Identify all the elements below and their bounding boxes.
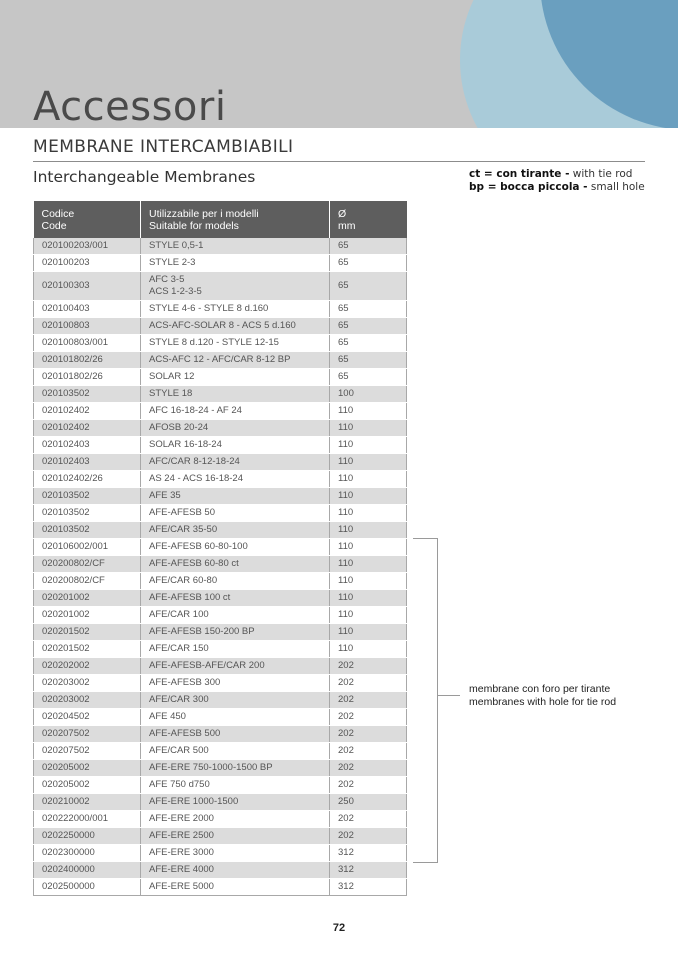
cell-models: AFE/CAR 35-50 bbox=[141, 522, 330, 539]
cell-models: AFE/CAR 300 bbox=[141, 692, 330, 709]
cell-code: 020202002 bbox=[34, 658, 141, 675]
cell-code: 020207502 bbox=[34, 726, 141, 743]
header-diameter: Ø mm bbox=[330, 201, 407, 238]
header-code: Codice Code bbox=[34, 201, 141, 238]
cell-models: AFE-AFESB 150-200 BP bbox=[141, 624, 330, 641]
cell-models: STYLE 18 bbox=[141, 386, 330, 403]
cell-code: 020205002 bbox=[34, 777, 141, 794]
table-row bbox=[34, 658, 407, 675]
page-title: Accessori bbox=[33, 84, 227, 130]
cell-diameter: 312 bbox=[330, 845, 407, 862]
table-row bbox=[34, 590, 407, 607]
cell-models: STYLE 0,5-1 bbox=[141, 238, 330, 255]
cell-diameter: 202 bbox=[330, 709, 407, 726]
cell-models: AFE 450 bbox=[141, 709, 330, 726]
table-row bbox=[34, 709, 407, 726]
cell-code: 020200802/CF bbox=[34, 556, 141, 573]
cell-code: 020201502 bbox=[34, 624, 141, 641]
cell-diameter: 110 bbox=[330, 522, 407, 539]
cell-code: 020100303 bbox=[34, 272, 141, 301]
cell-diameter: 100 bbox=[330, 386, 407, 403]
cell-diameter: 65 bbox=[330, 301, 407, 318]
cell-models: AFE-ERE 5000 bbox=[141, 879, 330, 896]
table-row bbox=[34, 238, 407, 255]
cell-models: AFE-ERE 4000 bbox=[141, 862, 330, 879]
membranes-table bbox=[33, 201, 407, 896]
cell-models: AFE-ERE 2500 bbox=[141, 828, 330, 845]
cell-code: 020200802/CF bbox=[34, 573, 141, 590]
cell-models: AFE-ERE 1000-1500 bbox=[141, 794, 330, 811]
table-row bbox=[34, 522, 407, 539]
cell-diameter: 110 bbox=[330, 505, 407, 522]
cell-models: AFC/CAR 8-12-18-24 bbox=[141, 454, 330, 471]
cell-diameter: 110 bbox=[330, 556, 407, 573]
cell-code: 020100403 bbox=[34, 301, 141, 318]
cell-models: AFE 35 bbox=[141, 488, 330, 505]
cell-code: 020102403 bbox=[34, 454, 141, 471]
cell-code: 020103502 bbox=[34, 488, 141, 505]
table-row bbox=[34, 420, 407, 437]
table-row bbox=[34, 255, 407, 272]
cell-diameter: 312 bbox=[330, 862, 407, 879]
cell-models: STYLE 8 d.120 - STYLE 12-15 bbox=[141, 335, 330, 352]
table-row bbox=[34, 318, 407, 335]
cell-code: 020210002 bbox=[34, 794, 141, 811]
cell-diameter: 110 bbox=[330, 539, 407, 556]
table-row bbox=[34, 437, 407, 454]
cell-code: 020207502 bbox=[34, 743, 141, 760]
table-row bbox=[34, 811, 407, 828]
cell-diameter: 110 bbox=[330, 607, 407, 624]
cell-code: 020100803/001 bbox=[34, 335, 141, 352]
cell-models: STYLE 4-6 - STYLE 8 d.160 bbox=[141, 301, 330, 318]
title-divider bbox=[33, 161, 645, 162]
cell-diameter: 65 bbox=[330, 369, 407, 386]
cell-models: AFE/CAR 150 bbox=[141, 641, 330, 658]
table-row bbox=[34, 573, 407, 590]
cell-diameter: 110 bbox=[330, 488, 407, 505]
cell-code: 020204502 bbox=[34, 709, 141, 726]
table-row bbox=[34, 454, 407, 471]
cell-models: AS 24 - ACS 16-18-24 bbox=[141, 471, 330, 488]
cell-diameter: 65 bbox=[330, 238, 407, 255]
table-row bbox=[34, 760, 407, 777]
table-row bbox=[34, 607, 407, 624]
cell-diameter: 65 bbox=[330, 272, 407, 301]
cell-models: AFC 3-5 ACS 1-2-3-5 bbox=[141, 272, 330, 301]
cell-code: 020201502 bbox=[34, 641, 141, 658]
table-row bbox=[34, 641, 407, 658]
cell-models: AFC 16-18-24 - AF 24 bbox=[141, 403, 330, 420]
cell-code: 020101802/26 bbox=[34, 352, 141, 369]
table-row bbox=[34, 272, 407, 301]
table-row bbox=[34, 369, 407, 386]
cell-code: 020102403 bbox=[34, 437, 141, 454]
table-row bbox=[34, 862, 407, 879]
tie-rod-note: membrane con foro per tirante membranes with hole for tie rod bbox=[469, 683, 617, 708]
cell-diameter: 65 bbox=[330, 335, 407, 352]
table-row bbox=[34, 743, 407, 760]
legend-ct: ct = con tirante - with tie rod bbox=[469, 168, 633, 180]
cell-diameter: 110 bbox=[330, 454, 407, 471]
table-row bbox=[34, 777, 407, 794]
cell-models: AFE/CAR 500 bbox=[141, 743, 330, 760]
cell-diameter: 65 bbox=[330, 255, 407, 272]
cell-diameter: 202 bbox=[330, 777, 407, 794]
cell-models: SOLAR 12 bbox=[141, 369, 330, 386]
cell-code: 0202250000 bbox=[34, 828, 141, 845]
cell-models: AFE-AFESB 100 ct bbox=[141, 590, 330, 607]
section-title: MEMBRANE INTERCAMBIABILI bbox=[33, 137, 294, 157]
cell-code: 020100203 bbox=[34, 255, 141, 272]
cell-code: 020106002/001 bbox=[34, 539, 141, 556]
cell-diameter: 202 bbox=[330, 828, 407, 845]
cell-models: AFOSB 20-24 bbox=[141, 420, 330, 437]
table-row bbox=[34, 828, 407, 845]
legend-bp: bp = bocca piccola - small hole bbox=[469, 181, 645, 193]
cell-code: 020103502 bbox=[34, 505, 141, 522]
cell-models: AFE-AFESB 60-80 ct bbox=[141, 556, 330, 573]
cell-code: 020205002 bbox=[34, 760, 141, 777]
cell-models: AFE-ERE 2000 bbox=[141, 811, 330, 828]
cell-models: AFE-AFESB 50 bbox=[141, 505, 330, 522]
bracket-pointer bbox=[438, 695, 460, 696]
cell-diameter: 202 bbox=[330, 658, 407, 675]
cell-diameter: 110 bbox=[330, 624, 407, 641]
table-row bbox=[34, 471, 407, 488]
cell-models: STYLE 2-3 bbox=[141, 255, 330, 272]
cell-diameter: 110 bbox=[330, 403, 407, 420]
cell-models: AFE-ERE 3000 bbox=[141, 845, 330, 862]
cell-diameter: 202 bbox=[330, 692, 407, 709]
cell-code: 020222000/001 bbox=[34, 811, 141, 828]
cell-diameter: 110 bbox=[330, 641, 407, 658]
cell-diameter: 110 bbox=[330, 437, 407, 454]
cell-code: 020102402 bbox=[34, 403, 141, 420]
cell-models: AFE/CAR 100 bbox=[141, 607, 330, 624]
cell-models: AFE-ERE 750-1000-1500 BP bbox=[141, 760, 330, 777]
cell-code: 020201002 bbox=[34, 590, 141, 607]
cell-code: 0202300000 bbox=[34, 845, 141, 862]
cell-diameter: 110 bbox=[330, 573, 407, 590]
cell-code: 020103502 bbox=[34, 522, 141, 539]
cell-diameter: 202 bbox=[330, 675, 407, 692]
cell-diameter: 110 bbox=[330, 471, 407, 488]
table-row bbox=[34, 624, 407, 641]
cell-code: 020100803 bbox=[34, 318, 141, 335]
table-row bbox=[34, 301, 407, 318]
table-row bbox=[34, 505, 407, 522]
cell-code: 020101802/26 bbox=[34, 369, 141, 386]
table-row bbox=[34, 726, 407, 743]
table-row bbox=[34, 675, 407, 692]
cell-diameter: 202 bbox=[330, 760, 407, 777]
cell-diameter: 65 bbox=[330, 318, 407, 335]
table-row bbox=[34, 403, 407, 420]
cell-models: SOLAR 16-18-24 bbox=[141, 437, 330, 454]
cell-diameter: 250 bbox=[330, 794, 407, 811]
table-row bbox=[34, 488, 407, 505]
table-row bbox=[34, 539, 407, 556]
header-models: Utilizzabile per i modelli Suitable for models bbox=[141, 201, 330, 238]
cell-code: 0202400000 bbox=[34, 862, 141, 879]
table-row bbox=[34, 794, 407, 811]
abbreviation-legend bbox=[469, 168, 645, 194]
cell-diameter: 110 bbox=[330, 590, 407, 607]
cell-code: 020103502 bbox=[34, 386, 141, 403]
cell-diameter: 312 bbox=[330, 879, 407, 896]
cell-models: AFE-AFESB 60-80-100 bbox=[141, 539, 330, 556]
page-number: 72 bbox=[332, 922, 346, 934]
cell-models: AFE-AFESB 300 bbox=[141, 675, 330, 692]
table-row bbox=[34, 386, 407, 403]
cell-code: 020203002 bbox=[34, 692, 141, 709]
table-row bbox=[34, 879, 407, 896]
tie-rod-bracket bbox=[413, 538, 438, 863]
cell-diameter: 65 bbox=[330, 352, 407, 369]
cell-code: 020102402/26 bbox=[34, 471, 141, 488]
table-row bbox=[34, 335, 407, 352]
cell-models: AFE 750 d750 bbox=[141, 777, 330, 794]
cell-models: AFE-AFESB 500 bbox=[141, 726, 330, 743]
cell-code: 020203002 bbox=[34, 675, 141, 692]
section-subtitle: Interchangeable Membranes bbox=[33, 168, 256, 186]
cell-diameter: 110 bbox=[330, 420, 407, 437]
cell-diameter: 202 bbox=[330, 811, 407, 828]
table-row bbox=[34, 692, 407, 709]
cell-code: 0202500000 bbox=[34, 879, 141, 896]
cell-models: AFE/CAR 60-80 bbox=[141, 573, 330, 590]
table-row bbox=[34, 556, 407, 573]
cell-models: ACS-AFC-SOLAR 8 - ACS 5 d.160 bbox=[141, 318, 330, 335]
cell-models: ACS-AFC 12 - AFC/CAR 8-12 BP bbox=[141, 352, 330, 369]
cell-code: 020102402 bbox=[34, 420, 141, 437]
table-row bbox=[34, 845, 407, 862]
cell-code: 020100203/001 bbox=[34, 238, 141, 255]
cell-code: 020201002 bbox=[34, 607, 141, 624]
cell-diameter: 202 bbox=[330, 726, 407, 743]
membranes-table-wrap bbox=[33, 201, 406, 896]
cell-diameter: 202 bbox=[330, 743, 407, 760]
table-header-row bbox=[34, 201, 407, 238]
cell-models: AFE-AFESB-AFE/CAR 200 bbox=[141, 658, 330, 675]
table-row bbox=[34, 352, 407, 369]
